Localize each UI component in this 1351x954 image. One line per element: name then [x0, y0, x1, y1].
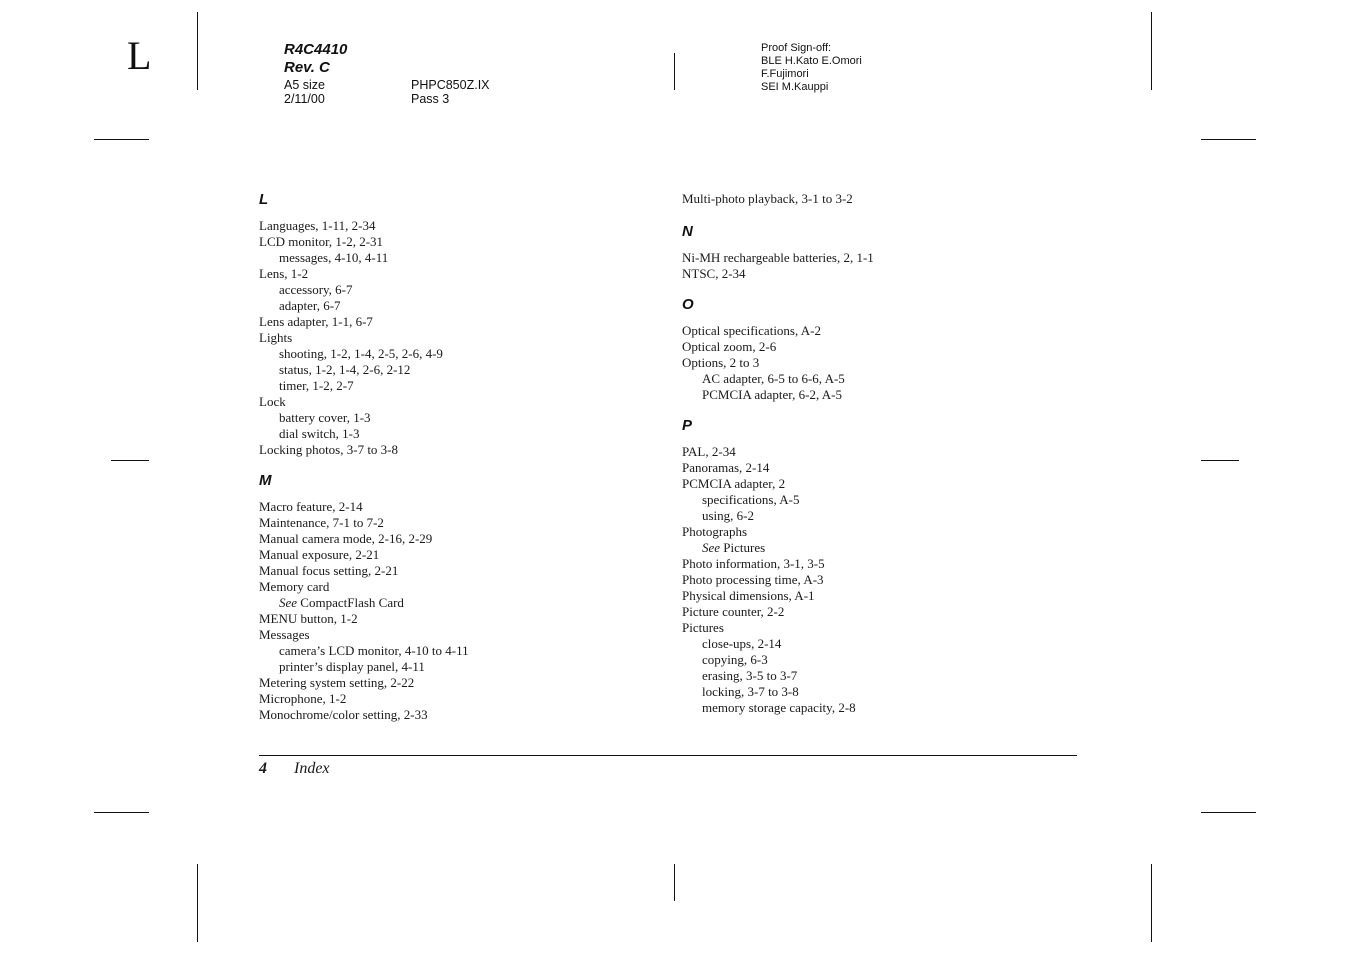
file-name: PHPC850Z.IX — [411, 78, 490, 92]
index-entry: Ni-MH rechargeable batteries, 2, 1-1 — [682, 250, 874, 265]
index-subentry-see — [259, 595, 659, 611]
section-heading-o: O — [682, 296, 694, 313]
index-entry: PAL, 2-34 — [682, 444, 736, 459]
crop-mark-left-middle — [111, 460, 149, 461]
index-entry: Monochrome/color setting, 2-33 — [259, 707, 428, 722]
index-subentry: erasing, 3-5 to 3-7 — [702, 668, 798, 683]
index-subentry: dial switch, 1-3 — [279, 426, 360, 441]
crop-mark-top-center-vertical — [674, 53, 675, 90]
index-entry: Lens, 1-2 — [259, 266, 309, 281]
index-entry: Manual camera mode, 2-16, 2-29 — [259, 531, 433, 546]
index-entry: Options, 2 to 3 — [682, 355, 760, 370]
index-entry: Picture counter, 2-2 — [682, 604, 785, 619]
proof-line: SEI M.Kauppi — [761, 81, 829, 93]
index-entry: Physical dimensions, A-1 — [682, 588, 815, 603]
see-reference-target: Pictures — [723, 540, 766, 555]
page-footer — [259, 759, 330, 779]
doc-code: R4C4410 — [284, 41, 348, 58]
index-entry: Maintenance, 7-1 to 7-2 — [259, 515, 384, 530]
index-subentry: camera’s LCD monitor, 4-10 to 4-11 — [279, 643, 469, 658]
index-subentry: specifications, A-5 — [702, 492, 800, 507]
index-subentry: locking, 3-7 to 3-8 — [702, 684, 799, 699]
footer-rule — [259, 755, 1077, 756]
index-subentry: battery cover, 1-3 — [279, 410, 371, 425]
section-heading-p: P — [682, 417, 693, 434]
index-entry: Lens adapter, 1-1, 6-7 — [259, 314, 373, 329]
section-heading-m: M — [259, 472, 272, 489]
index-subentry: close-ups, 2-14 — [702, 636, 782, 651]
index-entry: Pictures — [682, 620, 724, 635]
proof-signoff — [761, 42, 862, 94]
see-reference-label: See — [279, 595, 298, 610]
page-number: 4 — [259, 760, 267, 777]
index-entry: Optical specifications, A-2 — [682, 323, 821, 338]
index-subentry: adapter, 6-7 — [279, 298, 341, 313]
index-subentry: copying, 6-3 — [702, 652, 768, 667]
index-subentry: memory storage capacity, 2-8 — [702, 700, 856, 715]
index-subentry: printer’s display panel, 4-11 — [279, 659, 425, 674]
index-entry: Optical zoom, 2-6 — [682, 339, 777, 354]
crop-mark-bottom-center-vertical — [674, 864, 675, 901]
index-entry: Photographs — [682, 524, 747, 539]
index-column-right — [682, 191, 1082, 716]
proof-line: BLE H.Kato E.Omori — [761, 55, 862, 67]
crop-mark-bottom-right-vertical — [1151, 864, 1152, 942]
proof-line: F.Fujimori — [761, 68, 809, 80]
crop-mark-top-right-vertical — [1151, 12, 1152, 90]
proof-line: Proof Sign-off: — [761, 42, 832, 54]
index-subentry: shooting, 1-2, 1-4, 2-5, 2-6, 4-9 — [279, 346, 443, 361]
crop-mark-top-left-vertical — [197, 12, 198, 90]
index-entry: Photo information, 3-1, 3-5 — [682, 556, 825, 571]
page-size: A5 size — [284, 78, 325, 92]
index-entry: Messages — [259, 627, 310, 642]
crop-mark-right-lower — [1201, 812, 1256, 813]
crop-mark-left-upper — [94, 139, 149, 140]
crop-mark-left-lower — [94, 812, 149, 813]
index-entry: Panoramas, 2-14 — [682, 460, 770, 475]
index-subentry: messages, 4-10, 4-11 — [279, 250, 389, 265]
index-entry: Multi-photo playback, 3-1 to 3-2 — [682, 191, 853, 206]
index-subentry: accessory, 6-7 — [279, 282, 353, 297]
index-subentry: timer, 1-2, 2-7 — [279, 378, 354, 393]
index-letter-marker: L — [127, 33, 152, 78]
index-entry: MENU button, 1-2 — [259, 611, 358, 626]
crop-mark-bottom-left-vertical — [197, 864, 198, 942]
section-heading-l: L — [259, 191, 269, 208]
index-entry: Lights — [259, 330, 293, 345]
index-entry: Macro feature, 2-14 — [259, 499, 363, 514]
index-entry: Manual exposure, 2-21 — [259, 547, 380, 562]
index-subentry: status, 1-2, 1-4, 2-6, 2-12 — [279, 362, 411, 377]
crop-mark-right-middle — [1201, 460, 1239, 461]
index-entry: NTSC, 2-34 — [682, 266, 746, 281]
index-column-left — [259, 191, 659, 723]
index-subentry: PCMCIA adapter, 6-2, A-5 — [702, 387, 842, 402]
section-title: Index — [294, 760, 330, 777]
crop-mark-right-upper — [1201, 139, 1256, 140]
pass-number: Pass 3 — [411, 92, 450, 106]
index-subentry: using, 6-2 — [702, 508, 754, 523]
doc-revision: Rev. C — [284, 59, 330, 76]
index-subentry-see — [682, 540, 1082, 556]
index-entry: Memory card — [259, 579, 330, 594]
index-entry: Languages, 1-11, 2-34 — [259, 218, 376, 233]
index-entry: Photo processing time, A-3 — [682, 572, 824, 587]
index-entry: LCD monitor, 1-2, 2-31 — [259, 234, 384, 249]
index-entry: Lock — [259, 394, 286, 409]
see-reference-label: See — [702, 540, 721, 555]
see-reference-target: CompactFlash Card — [300, 595, 404, 610]
index-entry: Manual focus setting, 2-21 — [259, 563, 399, 578]
index-entry: Microphone, 1-2 — [259, 691, 347, 706]
section-heading-n: N — [682, 223, 693, 240]
index-entry: Metering system setting, 2-22 — [259, 675, 415, 690]
index-subentry: AC adapter, 6-5 to 6-6, A-5 — [702, 371, 845, 386]
index-entry: Locking photos, 3-7 to 3-8 — [259, 442, 399, 457]
index-entry: PCMCIA adapter, 2 — [682, 476, 786, 491]
doc-date: 2/11/00 — [284, 92, 325, 106]
